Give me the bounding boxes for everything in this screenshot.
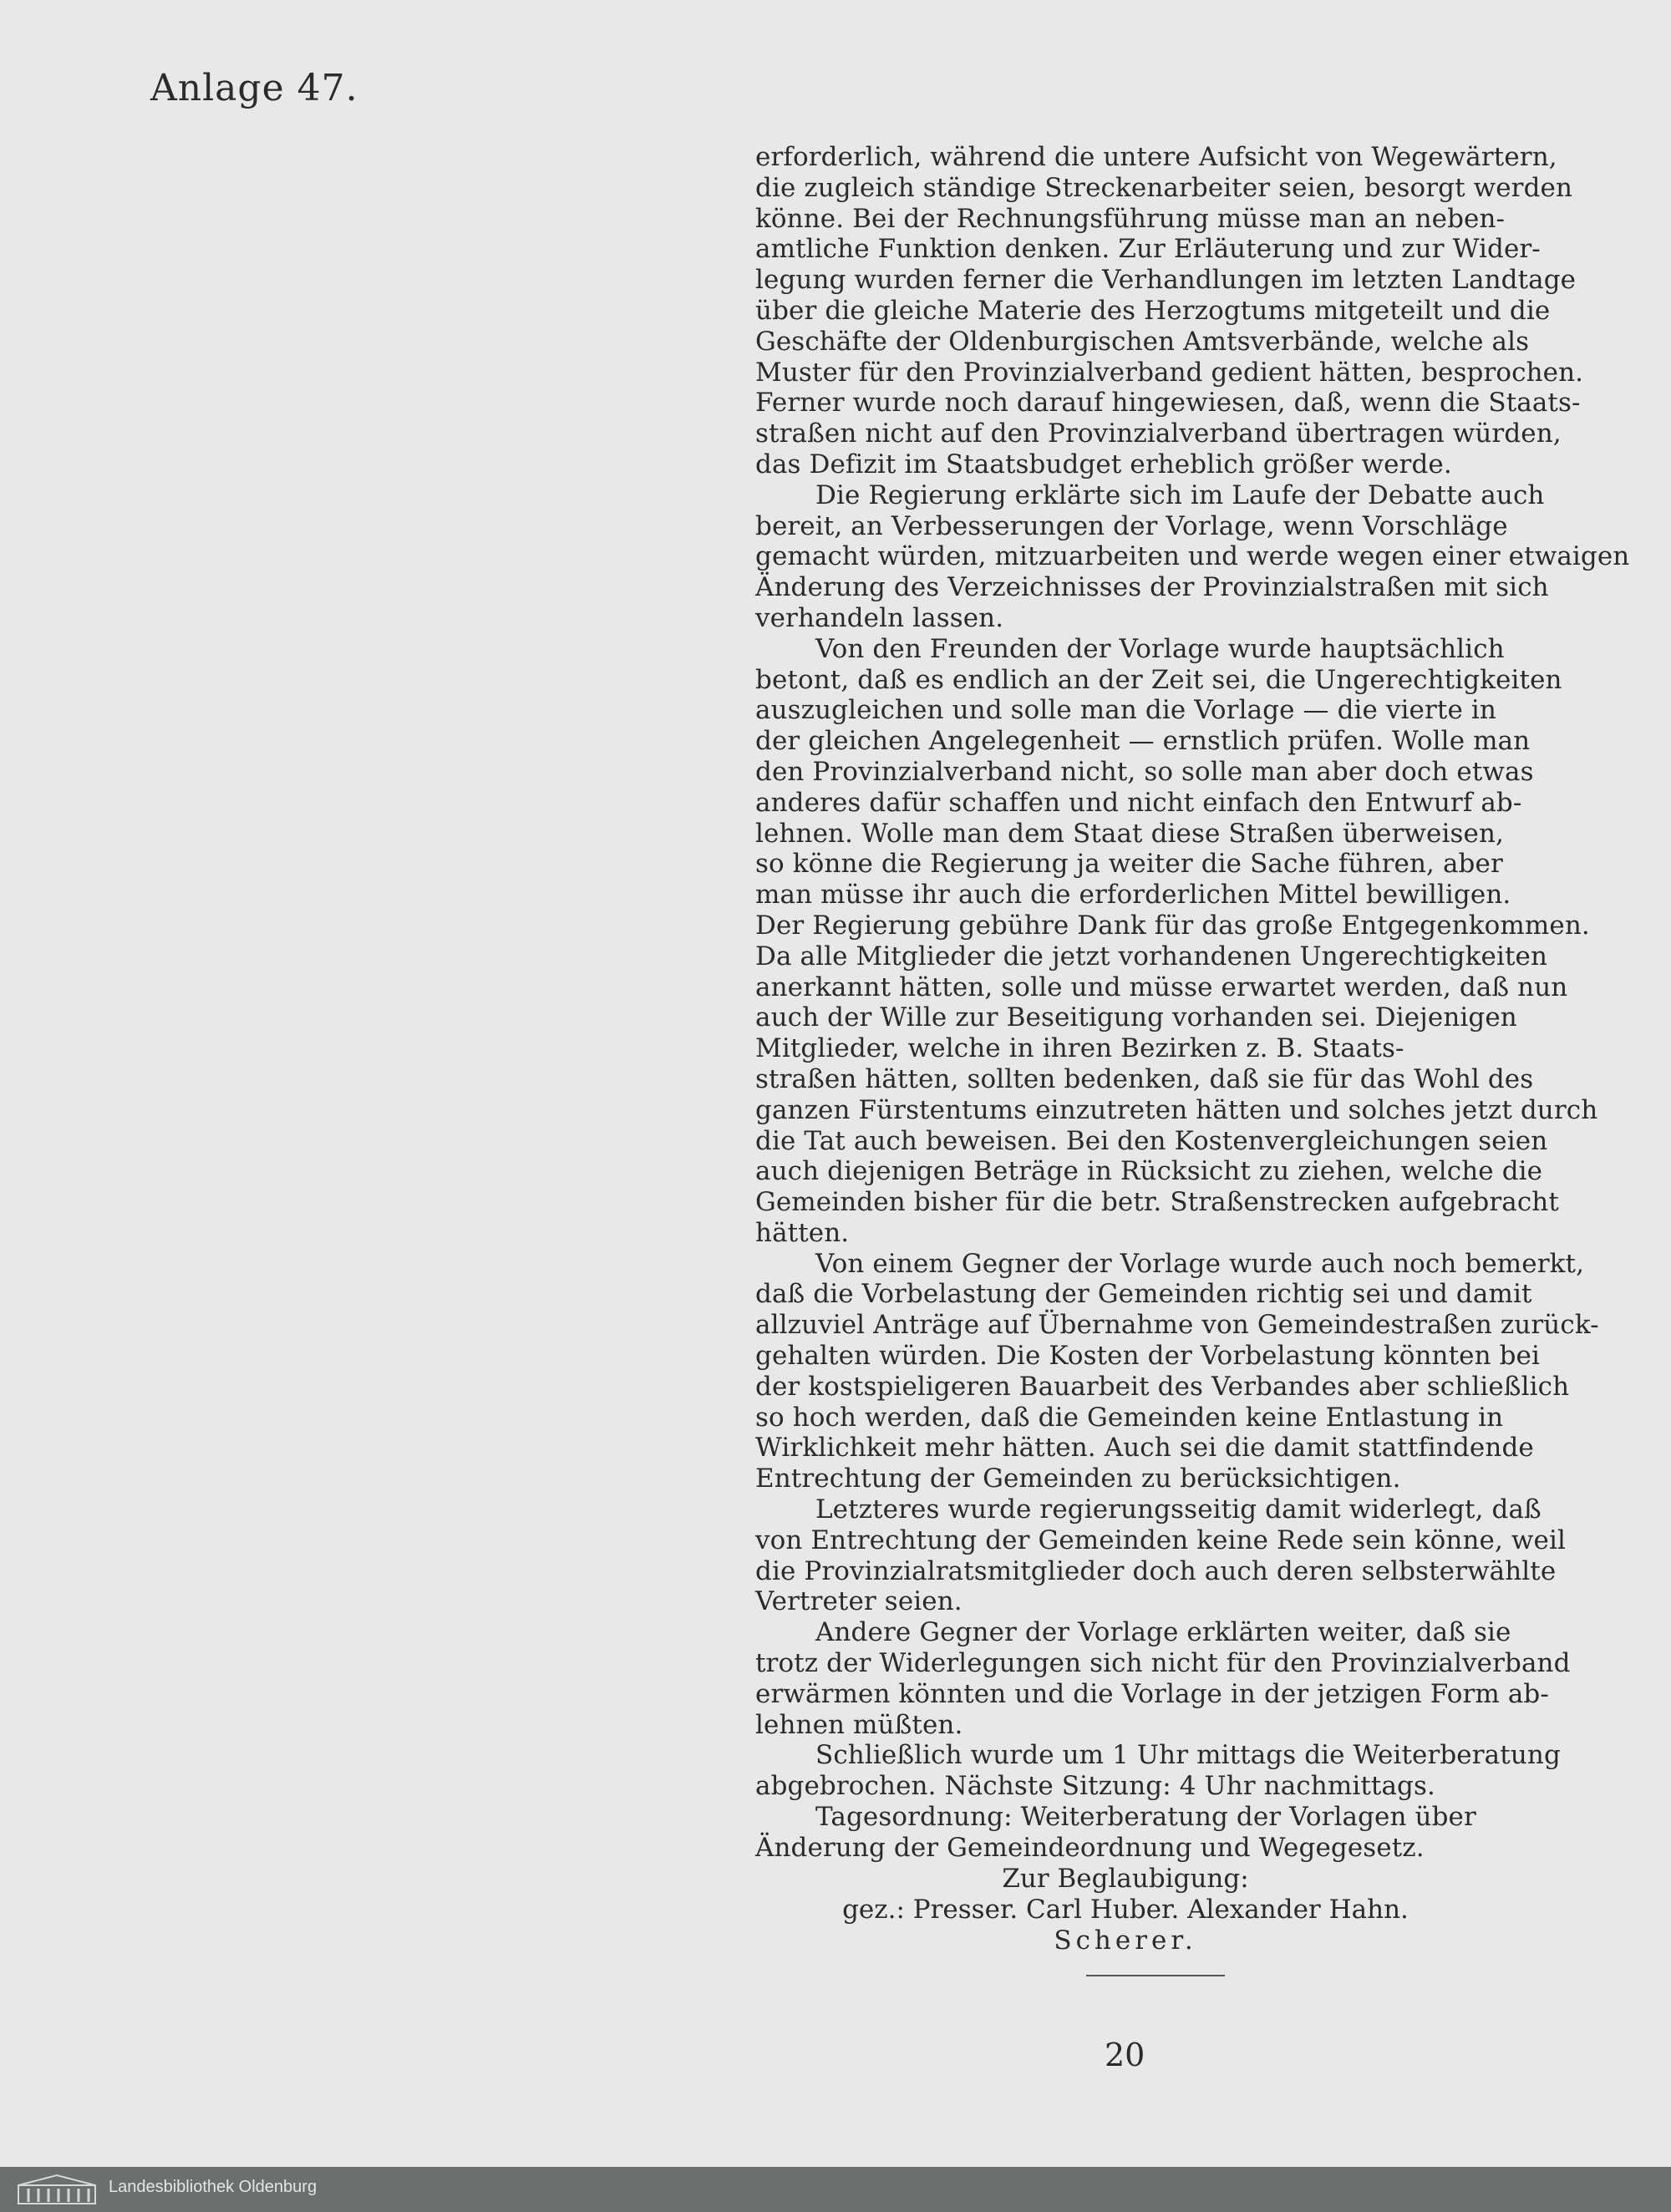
signature-names: gez.: Presser. Carl Huber. Alexander Hahn.: [842, 1894, 1409, 1925]
text-line: auch der Wille zur Beseitigung vorhanden sei. Diejenigen: [755, 1002, 1517, 1033]
closing-rule: [1086, 1975, 1225, 1976]
signature-last: Scherer.: [1054, 1925, 1197, 1956]
text-line: amtliche Funktion denken. Zur Erläuterung und zur Wider-: [755, 234, 1541, 265]
text-line: lehnen. Wolle man dem Staat diese Straßen überweisen,: [755, 818, 1504, 849]
text-line: erforderlich, während die untere Aufsicht von Wegewärtern,: [755, 142, 1557, 172]
text-line: die zugleich ständige Streckenarbeiter seien, besorgt werden: [755, 172, 1573, 203]
text-line: so hoch werden, daß die Gemeinden keine Entlastung in: [755, 1402, 1504, 1433]
text-line: die Tat auch beweisen. Bei den Kostenvergleichungen seien: [755, 1125, 1548, 1156]
text-line: legung wurden ferner die Verhandlungen im letzten Landtage: [755, 265, 1577, 296]
text-line: man müsse ihr auch die erforderlichen Mittel bewilligen.: [755, 880, 1511, 911]
text-line: Letzteres wurde regierungsseitig damit widerlegt, daß: [815, 1494, 1541, 1525]
text-line: das Defizit im Staatsbudget erheblich größer werde.: [755, 449, 1452, 479]
text-line: lehnen müßten.: [755, 1709, 963, 1740]
text-line: Gemeinden bisher für die betr. Straßenstrecken aufgebracht: [755, 1187, 1559, 1218]
text-line: auszugleichen und solle man die Vorlage — die vierte in: [755, 695, 1496, 726]
text-line: auch diejenigen Beträge in Rücksicht zu ziehen, welche die: [755, 1156, 1543, 1187]
page-number: 20: [1105, 2037, 1145, 2073]
text-line: Muster für den Provinzialverband gedient hätten, besprochen.: [755, 357, 1584, 388]
text-line: Andere Gegner der Vorlage erklärten weiter, daß sie: [815, 1617, 1511, 1648]
text-line: Entrechtung der Gemeinden zu berücksichtigen.: [755, 1464, 1401, 1494]
text-line: ganzen Fürstentums einzutreten hätten und solches jetzt durch: [755, 1094, 1598, 1125]
text-line: hätten.: [755, 1217, 850, 1248]
footer-label: Landesbibliothek Oldenburg: [109, 2178, 317, 2196]
text-line: anerkannt hätten, solle und müsse erwartet werden, daß nun: [755, 972, 1568, 1002]
text-line: Änderung des Verzeichnisses der Provinzialstraßen mit sich: [755, 572, 1549, 603]
text-line: Geschäfte der Oldenburgischen Amtsverbände, welche als: [755, 326, 1530, 357]
text-line: Von einem Gegner der Vorlage wurde auch noch bemerkt,: [815, 1248, 1585, 1279]
body-text: [755, 142, 1630, 1976]
text-line: Vertreter seien.: [755, 1586, 962, 1617]
text-line: gemacht würden, mitzuarbeiten und werde wegen einer etwaigen: [755, 541, 1630, 572]
text-line: über die gleiche Materie des Herzogtums mitgeteilt und die: [755, 295, 1551, 326]
text-line: straßen nicht auf den Provinzialverband übertragen würden,: [755, 419, 1562, 449]
text-line: allzuviel Anträge auf Übernahme von Gemeindestraßen zurück-: [755, 1310, 1599, 1341]
text-line: der gleichen Angelegenheit — ernstlich prüfen. Wolle man: [755, 726, 1531, 757]
signature-heading: Zur Beglaubigung:: [1002, 1863, 1249, 1894]
document-header: Anlage 47.: [150, 67, 358, 109]
text-line: so könne die Regierung ja weiter die Sache führen, aber: [755, 849, 1503, 880]
text-line: daß die Vorbelastung der Gemeinden richtig sei und damit: [755, 1279, 1532, 1310]
text-line: erwärmen könnten und die Vorlage in der jetzigen Form ab-: [755, 1678, 1549, 1709]
text-line: die Provinzialratsmitglieder doch auch deren selbsterwählte: [755, 1555, 1557, 1586]
text-line: gehalten würden. Die Kosten der Vorbelastung könnten bei: [755, 1341, 1541, 1372]
text-line: Tagesordnung: Weiterberatung der Vorlagen über: [815, 1802, 1476, 1833]
text-line: Mitglieder, welche in ihren Bezirken z. B. Staats-: [755, 1033, 1404, 1064]
text-line: trotz der Widerlegungen sich nicht für den Provinzialverband: [755, 1648, 1571, 1679]
text-line: von Entrechtung der Gemeinden keine Rede sein könne, weil: [755, 1525, 1566, 1555]
text-line: straßen hätten, sollten bedenken, daß sie für das Wohl des: [755, 1063, 1534, 1094]
text-line: Schließlich wurde um 1 Uhr mittags die Weiterberatung: [815, 1740, 1561, 1771]
text-line: Wirklichkeit mehr hätten. Auch sei die damit stattfindende: [755, 1433, 1534, 1464]
text-line: der kostspieligeren Bauarbeit des Verbandes aber schließlich: [755, 1371, 1570, 1402]
library-logo-icon: [17, 2174, 97, 2205]
text-line: Ferner wurde noch darauf hingewiesen, daß, wenn die Staats-: [755, 388, 1581, 419]
text-line: anderes dafür schaffen und nicht einfach den Entwurf ab-: [755, 787, 1522, 818]
text-line: verhandeln lassen.: [755, 602, 1004, 633]
text-line: bereit, an Verbesserungen der Vorlage, wenn Vorschläge: [755, 510, 1508, 541]
text-line: Änderung der Gemeindeordnung und Wegegesetz.: [755, 1832, 1425, 1863]
text-line: abgebrochen. Nächste Sitzung: 4 Uhr nachmittags.: [755, 1771, 1435, 1802]
text-line: Die Regierung erklärte sich im Laufe der Debatte auch: [815, 479, 1545, 510]
text-line: Der Regierung gebühre Dank für das große Entgegenkommen.: [755, 910, 1590, 941]
text-line: könne. Bei der Rechnungsführung müsse man an neben-: [755, 203, 1506, 234]
text-line: den Provinzialverband nicht, so solle man aber doch etwas: [755, 756, 1534, 787]
text-line: Von den Freunden der Vorlage wurde hauptsächlich: [815, 633, 1505, 664]
text-line: Da alle Mitglieder die jetzt vorhandenen Ungerechtigkeiten: [755, 941, 1548, 972]
footer-bar: [0, 2167, 1671, 2212]
text-line: betont, daß es endlich an der Zeit sei, die Ungerechtigkeiten: [755, 664, 1562, 695]
